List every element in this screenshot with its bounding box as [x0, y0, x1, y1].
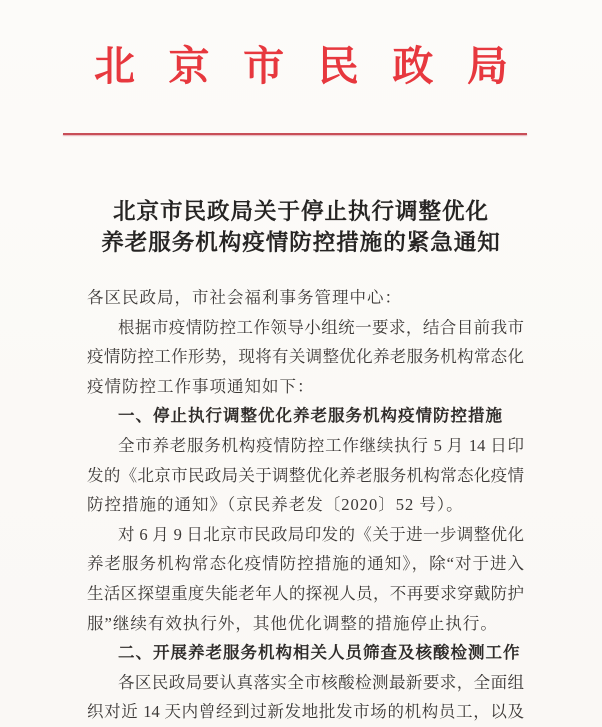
body-line: 疫情防控工作形势，现将有关调整优化养老服务机构常态化 [87, 347, 524, 367]
body-line: 全市养老服务机构疫情防控工作继续执行 5 月 14 日印 [118, 435, 524, 455]
body-line: 各区民政局，市社会福利事务管理中心： [87, 288, 402, 307]
body-line: 疫情防控工作事项通知如下： [87, 376, 315, 396]
body-line: 生活区探望重度失能老年人的探视人员，不再要求穿戴防护 [87, 583, 524, 603]
section-heading: 二、开展养老服务机构相关人员筛查及核酸检测工作 [118, 643, 521, 663]
body-line: 织对近 14 天内曾经到过新发地批发市场的机构员工，以及 [87, 702, 524, 722]
document-title [30, 196, 572, 258]
body-line: 服”继续有效执行外，其他优化调整的措施停止执行。 [87, 613, 498, 633]
document-body [87, 283, 524, 727]
body-line: 发的《北京市民政局关于调整优化养老服务机构常态化疫情 [87, 465, 524, 485]
agency-name: 北京市民政局 [93, 43, 542, 89]
body-line: 对 6 月 9 日北京市民政局印发的《关于进一步调整优化 [118, 524, 524, 544]
body-line: 根据市疫情防控工作领导小组统一要求，结合目前我市 [118, 317, 524, 337]
body-line: 养老服务机构常态化疫情防控措施的通知》，除“对于进入 [87, 554, 524, 574]
body-line: 防控措施的通知》（京民养老发〔2020〕52 号）。 [87, 495, 464, 515]
body-line: 各区民政局要认真落实全市核酸检测最新要求，全面组 [118, 672, 524, 692]
document-title-line1: 北京市民政局关于停止执行调整优化 [112, 199, 489, 224]
document-title-line2: 养老服务机构疫情防控措施的紧急通知 [101, 230, 501, 255]
section-heading: 一、停止执行调整优化养老服务机构疫情防控措施 [118, 406, 503, 426]
letterhead [0, 42, 602, 91]
red-divider [63, 133, 527, 135]
